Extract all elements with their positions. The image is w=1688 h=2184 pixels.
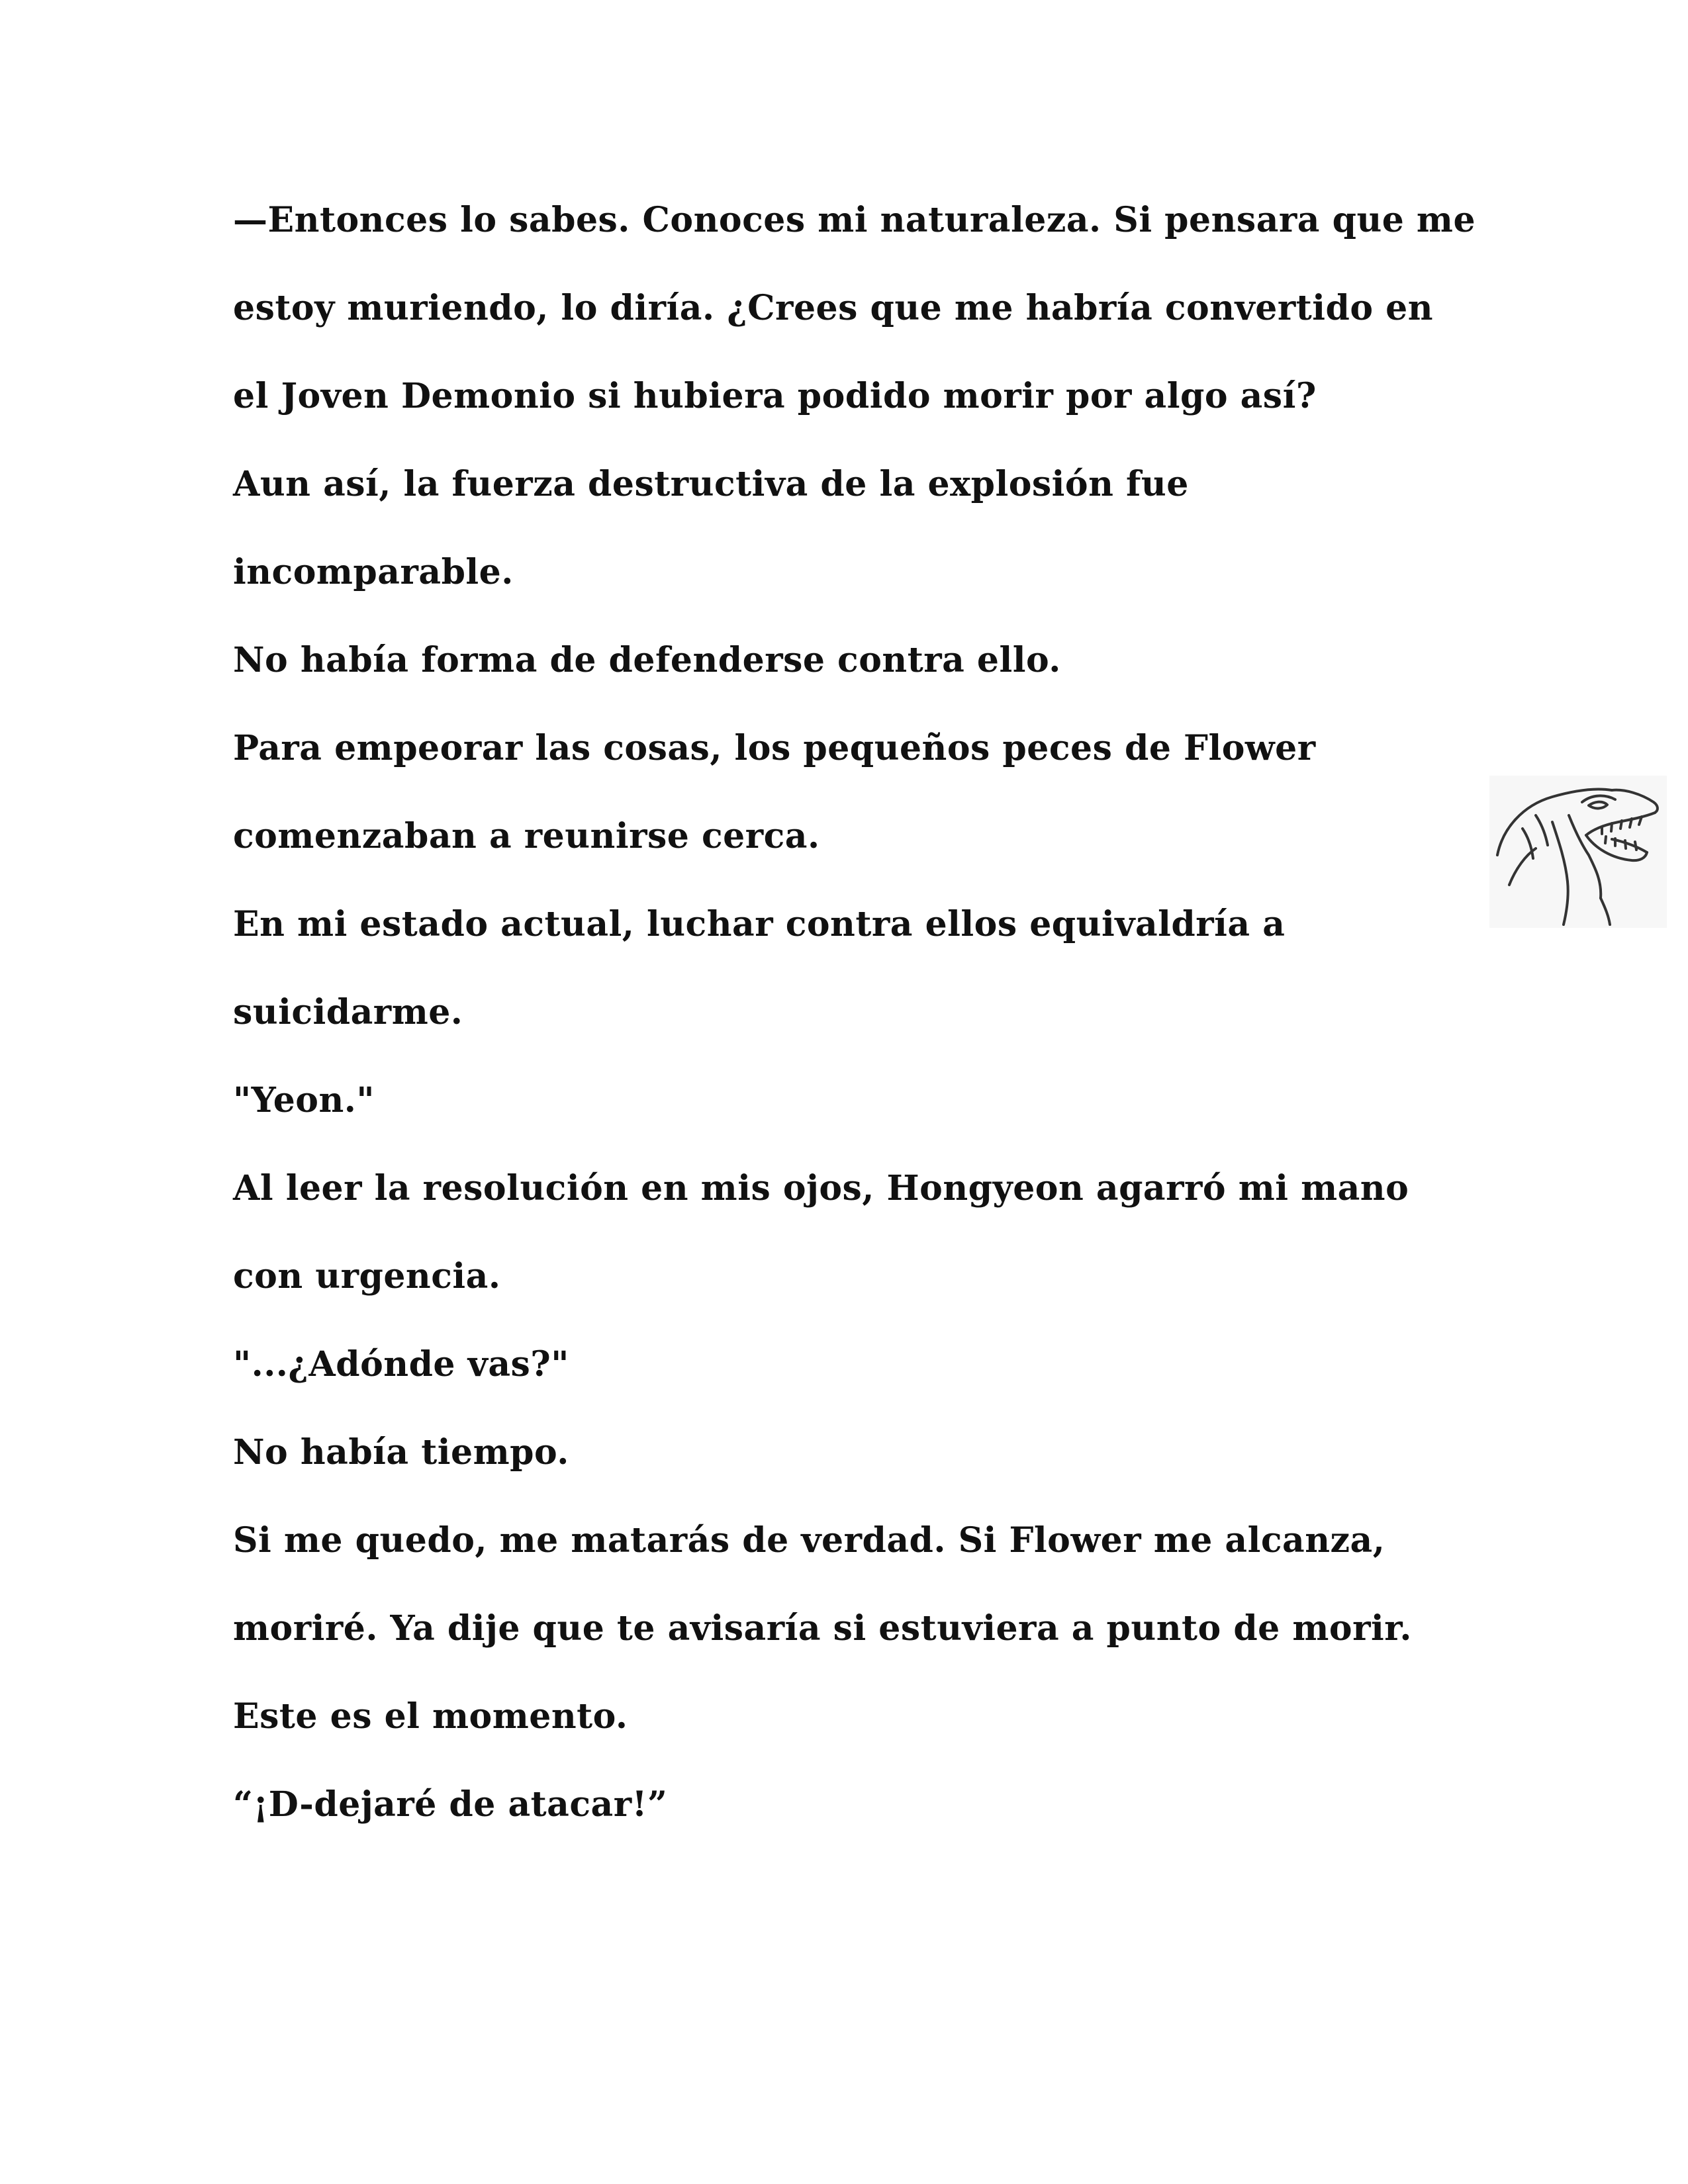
text-line: suicidarme. xyxy=(233,992,463,1032)
dinosaur-head-icon xyxy=(1489,776,1667,928)
text-line: con urgencia. xyxy=(233,1256,501,1297)
text-line: moriré. Ya dije que te avisaría si estuviera a punto de morir. xyxy=(233,1608,1412,1649)
text-line: Al leer la resolución en mis ojos, Hongyeon agarró mi mano xyxy=(233,1168,1409,1208)
text-line: “¡D-dejaré de atacar!” xyxy=(233,1784,668,1825)
text-line: No había tiempo. xyxy=(233,1432,569,1473)
body-text xyxy=(233,192,1491,1864)
text-line: "Yeon." xyxy=(233,1080,375,1120)
text-line: estoy muriendo, lo diría. ¿Crees que me habría convertido en xyxy=(233,288,1434,328)
text-line: Aun así, la fuerza destructiva de la explosión fue xyxy=(233,464,1189,504)
text-line: En mi estado actual, luchar contra ellos equivaldría a xyxy=(233,904,1286,944)
text-line: comenzaban a reunirse cerca. xyxy=(233,816,820,856)
text-line: el Joven Demonio si hubiera podido morir por algo así? xyxy=(233,376,1317,416)
text-line: No había forma de defenderse contra ello. xyxy=(233,640,1061,680)
text-line: Este es el momento. xyxy=(233,1696,628,1737)
text-line: "...¿Adónde vas?" xyxy=(233,1344,569,1385)
text-line: Para empeorar las cosas, los pequeños peces de Flower xyxy=(233,728,1316,768)
text-line: —Entonces lo sabes. Conoces mi naturaleza. Si pensara que me xyxy=(233,200,1476,240)
text-line: Si me quedo, me matarás de verdad. Si Flower me alcanza, xyxy=(233,1520,1385,1561)
text-line: incomparable. xyxy=(233,552,514,592)
